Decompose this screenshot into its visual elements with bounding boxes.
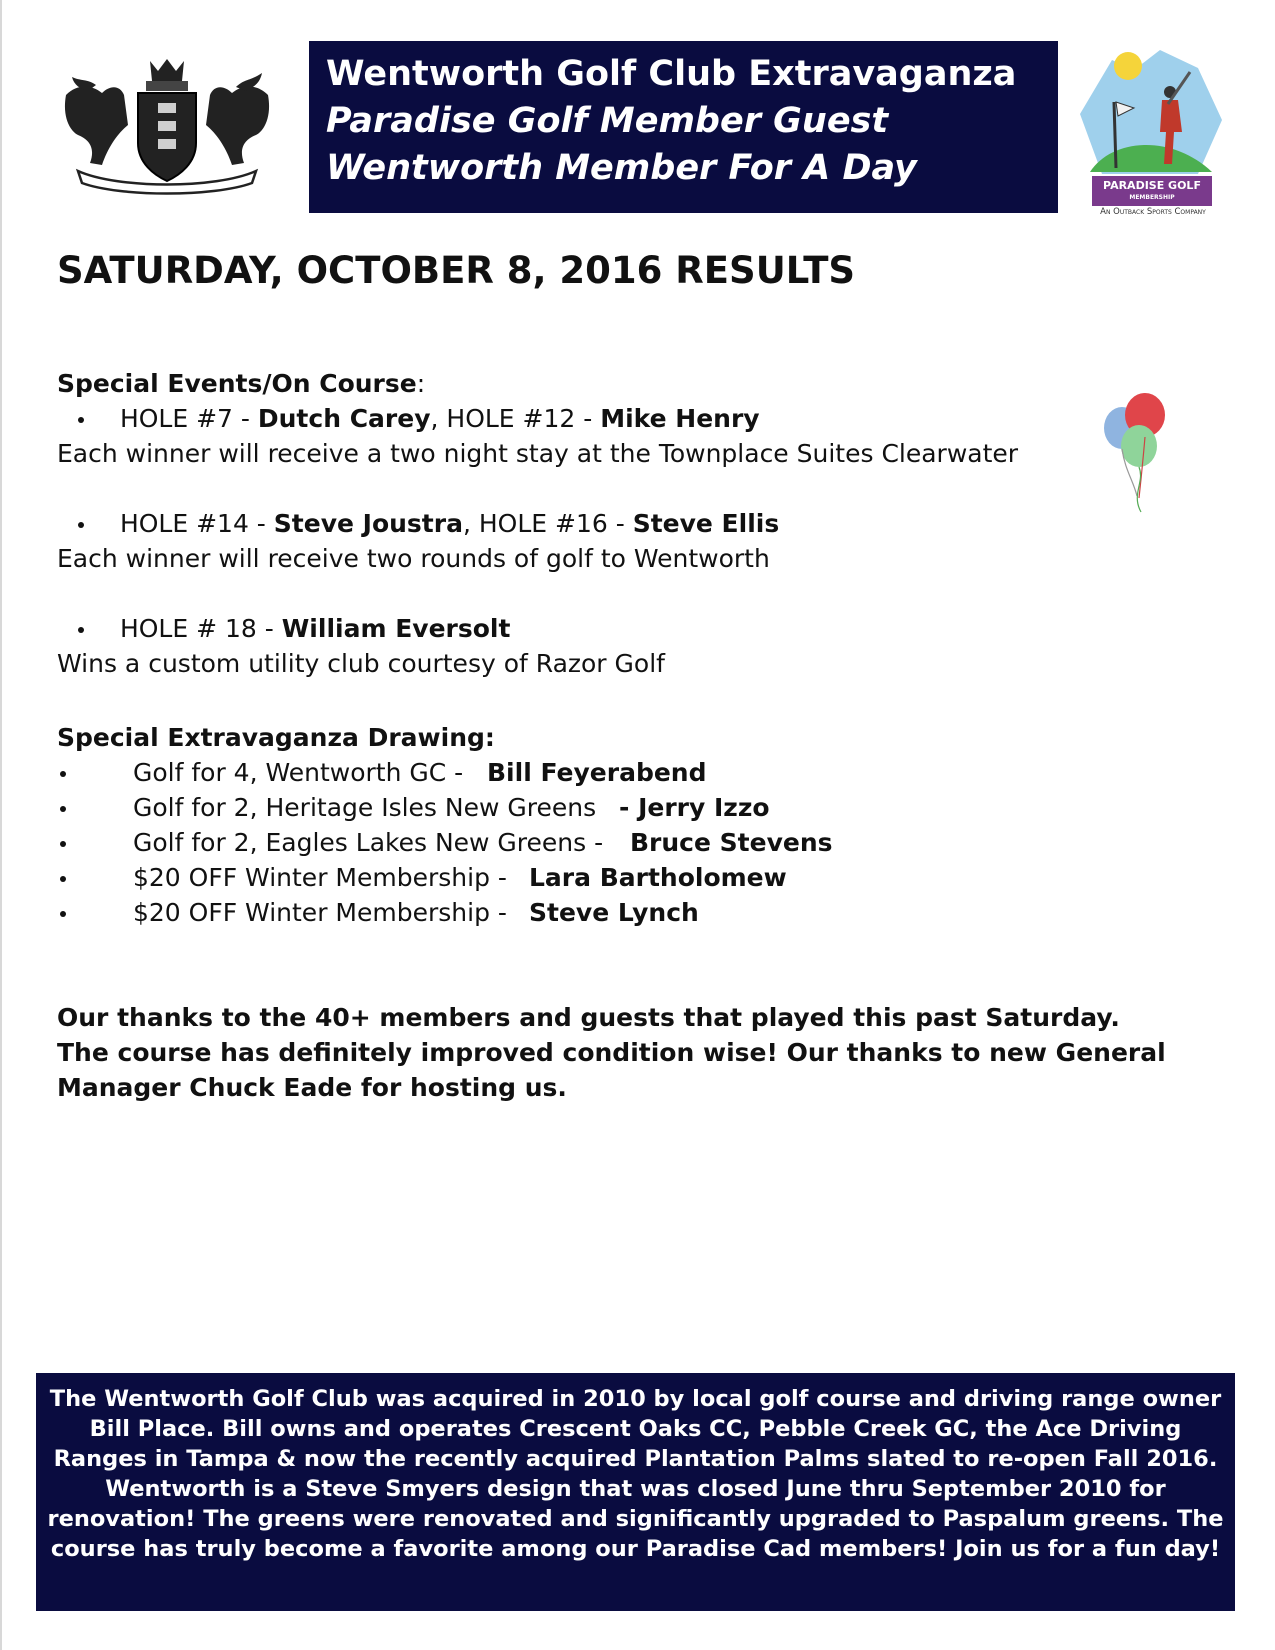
footer-line: Wentworth is a Steve Smyers design that was closed June thru September 2010 for [105, 1476, 1166, 1502]
club-history-footer [36, 1373, 1235, 1611]
special-events-heading: Special Events/On Course: [57, 369, 426, 398]
drawing-item: Golf for 4, Wentworth GC - [60, 755, 66, 790]
winner-name: Mike Henry [600, 404, 760, 433]
bullet-icon [60, 806, 66, 812]
logo-name: PARADISE GOLF [1103, 179, 1201, 192]
drawing-item: Golf for 2, Eagles Lakes New Greens - [60, 825, 66, 860]
logo-membership: MEMBERSHIP [1129, 194, 1175, 201]
balloons-icon [1095, 390, 1185, 515]
drawing-item: Golf for 2, Heritage Isles New Greens [60, 790, 66, 825]
winner-name: William Eversolt [281, 614, 511, 643]
drawing-item: $20 OFF Winter Membership - [60, 860, 66, 895]
winner-name: Steve Joustra [273, 509, 463, 538]
winner-name: Bill Feyerabend [487, 758, 707, 787]
footer-line: Ranges in Tampa & now the recently acquired Plantation Palms slated to re-open Fall 2016. [53, 1446, 1218, 1472]
footer-line: Bill Place. Bill owns and operates Crescent Oaks CC, Pebble Creek GC, the Ace Driving [89, 1416, 1182, 1442]
bullet-icon [60, 841, 66, 847]
club-title: Wentworth Golf Club Extravaganza [326, 54, 1017, 94]
event-title-banner [309, 41, 1058, 213]
bullet-icon [60, 771, 66, 777]
bullet-icon [78, 627, 84, 633]
prize-description: Each winner will receive a two night stay at the Townplace Suites Clearwater [57, 439, 1019, 468]
footer-line: The Wentworth Golf Club was acquired in 2010 by local golf course and driving range owner [49, 1386, 1222, 1412]
event-tagline: Wentworth Member For A Day [326, 148, 917, 188]
hole-14-16-results: HOLE #14 - Steve Joustra, HOLE #16 - Steve Ellis [78, 506, 779, 541]
wentworth-crest-logo [58, 55, 276, 195]
paradise-golf-logo [1072, 42, 1232, 218]
winner-name: Steve Lynch [529, 898, 699, 927]
hole-18-result: HOLE # 18 - William Eversolt [78, 611, 510, 646]
drawing-item: $20 OFF Winter Membership - [60, 895, 66, 930]
hole-7-12-results: HOLE #7 - Dutch Carey, HOLE #12 - Mike Henry [78, 401, 760, 436]
page-edge [0, 0, 2, 1650]
footer-line: course has truly become a favorite among our Paradise Cad members! Join us for a fun day! [50, 1536, 1221, 1562]
winner-name: Steve Ellis [632, 509, 780, 538]
prize-description: Wins a custom utility club courtesy of Razor Golf [57, 649, 665, 678]
logo-tagline: An Outback Sports Company [1100, 207, 1206, 217]
results-headline: SATURDAY, OCTOBER 8, 2016 RESULTS [57, 249, 856, 292]
bullet-icon [78, 522, 84, 528]
event-subtitle: Paradise Golf Member Guest [326, 101, 889, 141]
thanks-message: Our thanks to the 40+ members and guests that played this past Saturday. The course has definitely improved condition wise! Our thanks to new General Manager Chuck Eade for hosting us. [57, 1003, 1166, 1102]
prize-description: Each winner will receive two rounds of golf to Wentworth [57, 544, 770, 573]
winner-name: Lara Bartholomew [529, 863, 787, 892]
winner-name: - Jerry Izzo [619, 793, 770, 822]
drawing-heading: Special Extravaganza Drawing: [57, 723, 495, 752]
bullet-icon [78, 417, 84, 423]
bullet-icon [60, 911, 66, 917]
footer-line: renovation! The greens were renovated and significantly upgraded to Paspalum greens. The [47, 1506, 1224, 1532]
winner-name: Bruce Stevens [630, 828, 833, 857]
winner-name: Dutch Carey [257, 404, 431, 433]
bullet-icon [60, 876, 66, 882]
